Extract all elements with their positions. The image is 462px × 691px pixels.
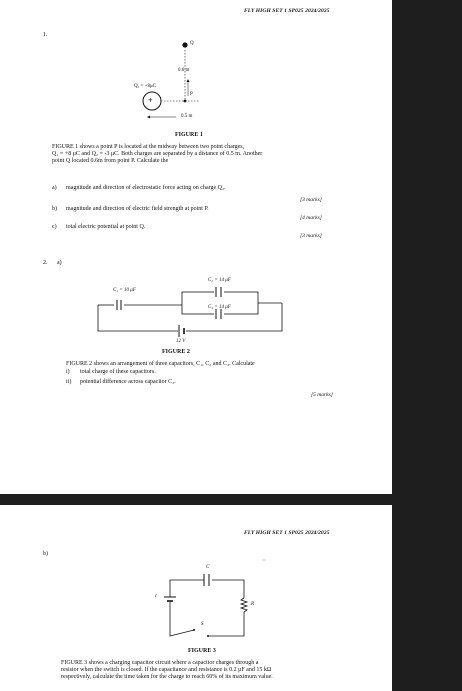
charge-plus-symbol: + — [148, 96, 153, 105]
stray-mark — [263, 559, 264, 560]
question-2-description: FIGURE 2 shows an arrangement of three capacitors, C₁, C₂ and C₃. Calculate — [66, 361, 255, 367]
description-line: point Q located 0.6m from point P. Calculate the — [52, 158, 169, 164]
description-line: respectively, calculate the time taken for the charge to reach 60% of its maximum value. — [61, 674, 273, 680]
figure-3-caption: FIGURE 3 — [188, 648, 216, 654]
figure-1-caption: FIGURE 1 — [175, 132, 203, 138]
q2-sub-i-label: i) — [66, 369, 70, 375]
wire-top-left — [170, 580, 204, 592]
label-c: C — [206, 565, 210, 570]
label-distance-vertical: 0.6 m — [178, 68, 190, 73]
question-2-part-b: b) — [43, 551, 48, 557]
q1-part-b-label: b) — [52, 206, 57, 212]
question-2-part-a: a) — [57, 260, 62, 266]
q1-part-b-marks: [4 marks] — [300, 215, 322, 221]
switch-contact — [207, 635, 209, 637]
q2-sub-ii-text: potential difference across capacitor C₂. — [80, 379, 176, 385]
question-2b-description — [61, 660, 351, 681]
description-line: FIGURE 3 shows a charging capacitor circuit where a capacitor charges through a — [61, 660, 259, 666]
label-s: S — [201, 622, 204, 627]
description-line: FIGURE 1 shows a point P is located at the midway between two point charges, — [52, 144, 245, 150]
label-charge-q1: Q₁ = +8μC — [134, 84, 157, 89]
switch-pivot — [193, 629, 195, 631]
description-line: resistor when the switch is closed. If the capacitance and resistance is 0.2 μF and 15 kΩ — [61, 667, 272, 673]
description-line: Q₁ = +8 μC and Q₂ = -3 μC. Both charges are separated by a distance of 0.5 m. Another — [52, 151, 263, 157]
label-r: R — [251, 602, 255, 607]
q1-part-c-label: c) — [52, 224, 57, 230]
page-2-header: FLY HIGH SET 1 SP025 2024/2025 — [244, 530, 330, 536]
q2-sub-i-text: total charge of these capacitors. — [80, 369, 156, 375]
q2-sub-ii-label: ii) — [66, 379, 72, 385]
label-q: Q — [190, 41, 194, 46]
q1-part-a-label: a) — [52, 185, 57, 191]
figure-2-caption: FIGURE 2 — [162, 349, 190, 355]
q1-part-b-text: magnitude and direction of electric field strength at point P. — [66, 206, 209, 212]
label-p: P — [190, 92, 193, 97]
switch-and-left-wire — [170, 612, 194, 636]
page-header: FLY HIGH SET 1 SP025 2024/2025 — [244, 8, 330, 14]
label-c3: C₃ = 14 μF — [208, 305, 231, 310]
label-voltage: 12 V — [176, 339, 186, 344]
resistor-zigzag — [241, 598, 247, 612]
question-number-2: 2. — [43, 260, 48, 266]
dark-margin — [392, 0, 462, 691]
q1-part-c-marks: [3 marks] — [300, 233, 322, 239]
wire-top-right — [212, 580, 244, 598]
wire-right-bottom — [208, 612, 244, 636]
question-number-1: 1. — [43, 32, 48, 38]
q2-marks: [5 marks] — [311, 392, 333, 398]
q1-part-a-marks: [3 marks] — [300, 197, 322, 203]
label-emf: ε — [155, 594, 157, 599]
label-c2: C₂ = 14 μF — [208, 278, 231, 283]
label-distance-horizontal: 0.5 m — [181, 114, 193, 119]
q1-part-c-text: total electric potential at point Q. — [66, 224, 146, 230]
q1-part-a-text: magnitude and direction of electrostatic force acting on charge Q₂. — [66, 185, 226, 191]
label-c1: C₁ = 10 μF — [113, 288, 136, 293]
